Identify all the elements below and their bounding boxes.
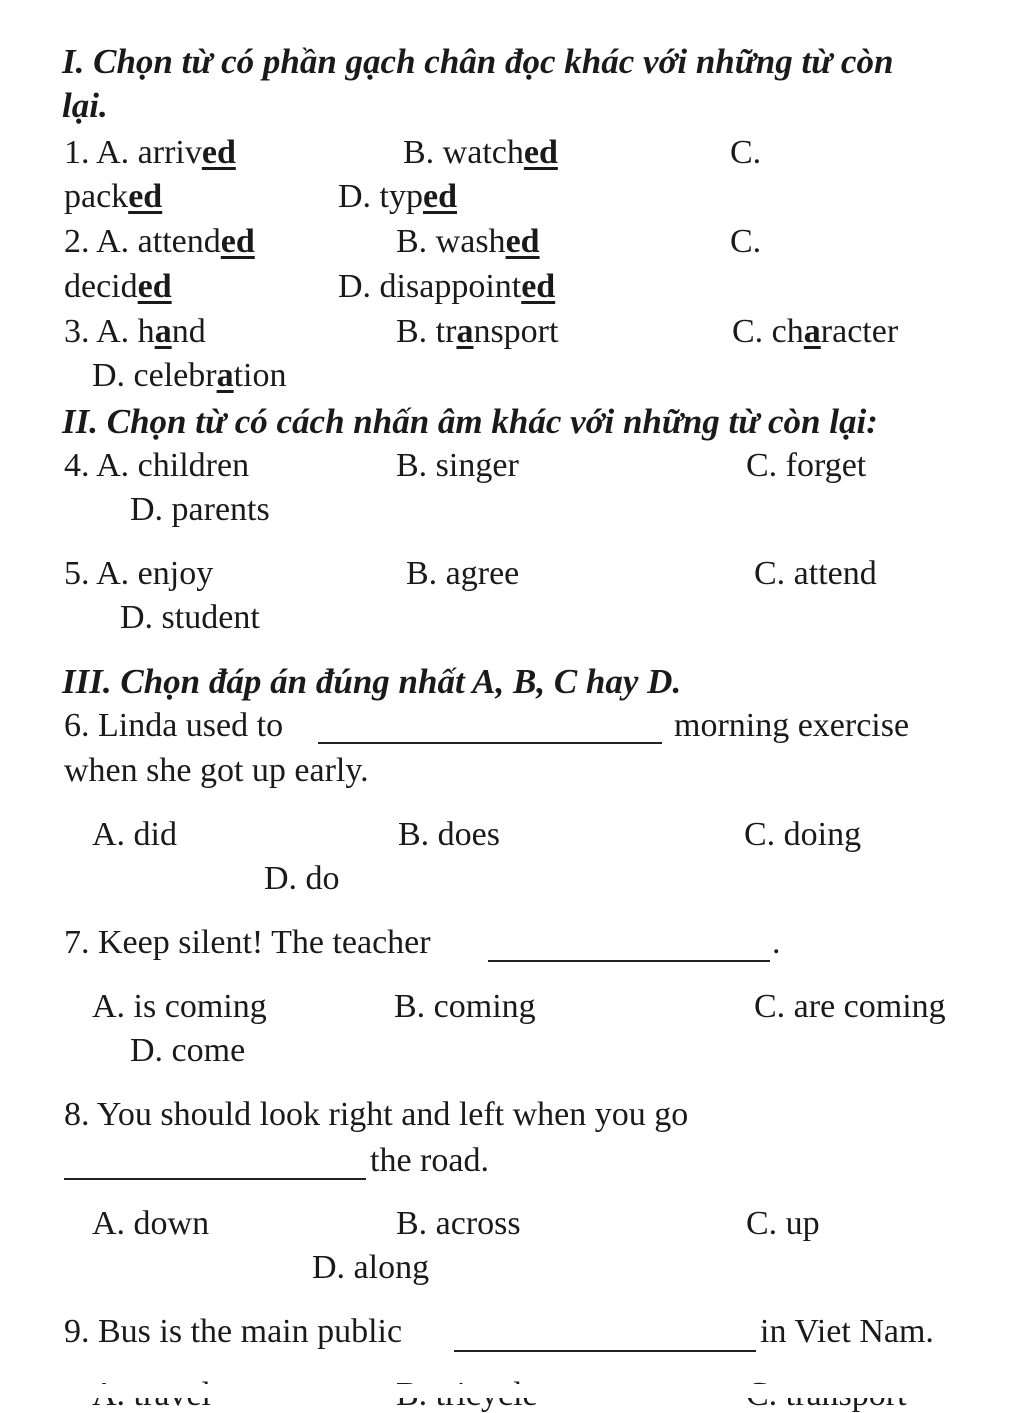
q6-stem-start: 6. Linda used to (64, 707, 284, 744)
q3-option-a: 3. A. hand (64, 313, 206, 350)
q3-option-d: D. celebration (92, 357, 287, 394)
q7-option-b: B. coming (394, 988, 536, 1025)
section-1-title-cont: lại. (62, 86, 108, 125)
q6-option-c: C. doing (744, 816, 862, 853)
q4-option-c: C. forget (746, 447, 867, 484)
q7-option-a: A. is coming (92, 988, 267, 1025)
q5-option-c: C. attend (754, 555, 877, 592)
q1-option-b: B. watched (403, 134, 558, 171)
q9-answer-blank (454, 1350, 756, 1352)
q7-option-d: D. come (130, 1032, 246, 1069)
q1-option-c: packed (64, 178, 163, 215)
q5-option-b: B. agree (406, 555, 520, 592)
q8-stem-end: the road. (370, 1142, 489, 1179)
q2-option-a: 2. A. attended (64, 223, 255, 260)
q8-option-b: B. across (396, 1205, 521, 1242)
q8-stem-line1: 8. You should look right and left when you go (64, 1096, 689, 1133)
q6-option-b: B. does (398, 816, 500, 853)
q1-option-d: D. typed (338, 178, 457, 215)
q7-option-c: C. are coming (754, 988, 946, 1025)
q4-option-a: 4. A. children (64, 447, 250, 484)
q7-stem-end: . (772, 924, 781, 961)
q5-option-d: D. student (120, 599, 260, 636)
section-2-title: II. Chọn từ có cách nhấn âm khác với những từ còn lại: (62, 402, 878, 441)
q2-option-c-label: C. (730, 223, 762, 260)
q9-stem-start: 9. Bus is the main public (64, 1313, 403, 1350)
q7-answer-blank (488, 960, 770, 962)
q1-option-a: 1. A. arrived (64, 134, 236, 171)
q4-option-d: D. parents (130, 491, 270, 528)
q9-stem-end: in Viet Nam. (760, 1313, 934, 1350)
q3-option-b: B. transport (396, 313, 559, 350)
section-3-title: III. Chọn đáp án đúng nhất A, B, C hay D. (62, 662, 682, 701)
q2-option-d: D. disappointed (338, 268, 556, 305)
q8-option-c: C. up (746, 1205, 820, 1242)
q6-stem-line2: when she got up early. (64, 752, 369, 789)
q1-option-c-label: C. (730, 134, 762, 171)
q8-answer-blank (64, 1178, 366, 1180)
page-crop-edge (0, 1384, 1024, 1398)
q7-stem-start: 7. Keep silent! The teacher (64, 924, 431, 961)
q2-option-b: B. washed (396, 223, 540, 260)
section-1-title: I. Chọn từ có phần gạch chân đọc khác với những từ còn (62, 42, 894, 81)
q5-option-a: 5. A. enjoy (64, 555, 214, 592)
q3-option-c: C. character (732, 313, 899, 350)
q2-option-c: decided (64, 268, 172, 305)
q8-option-d: D. along (312, 1249, 430, 1286)
q6-option-a: A. did (92, 816, 177, 853)
q6-answer-blank (318, 742, 662, 744)
q4-option-b: B. singer (396, 447, 519, 484)
q8-option-a: A. down (92, 1205, 210, 1242)
q6-option-d: D. do (264, 860, 340, 897)
q6-stem-end: morning exercise (674, 707, 910, 744)
